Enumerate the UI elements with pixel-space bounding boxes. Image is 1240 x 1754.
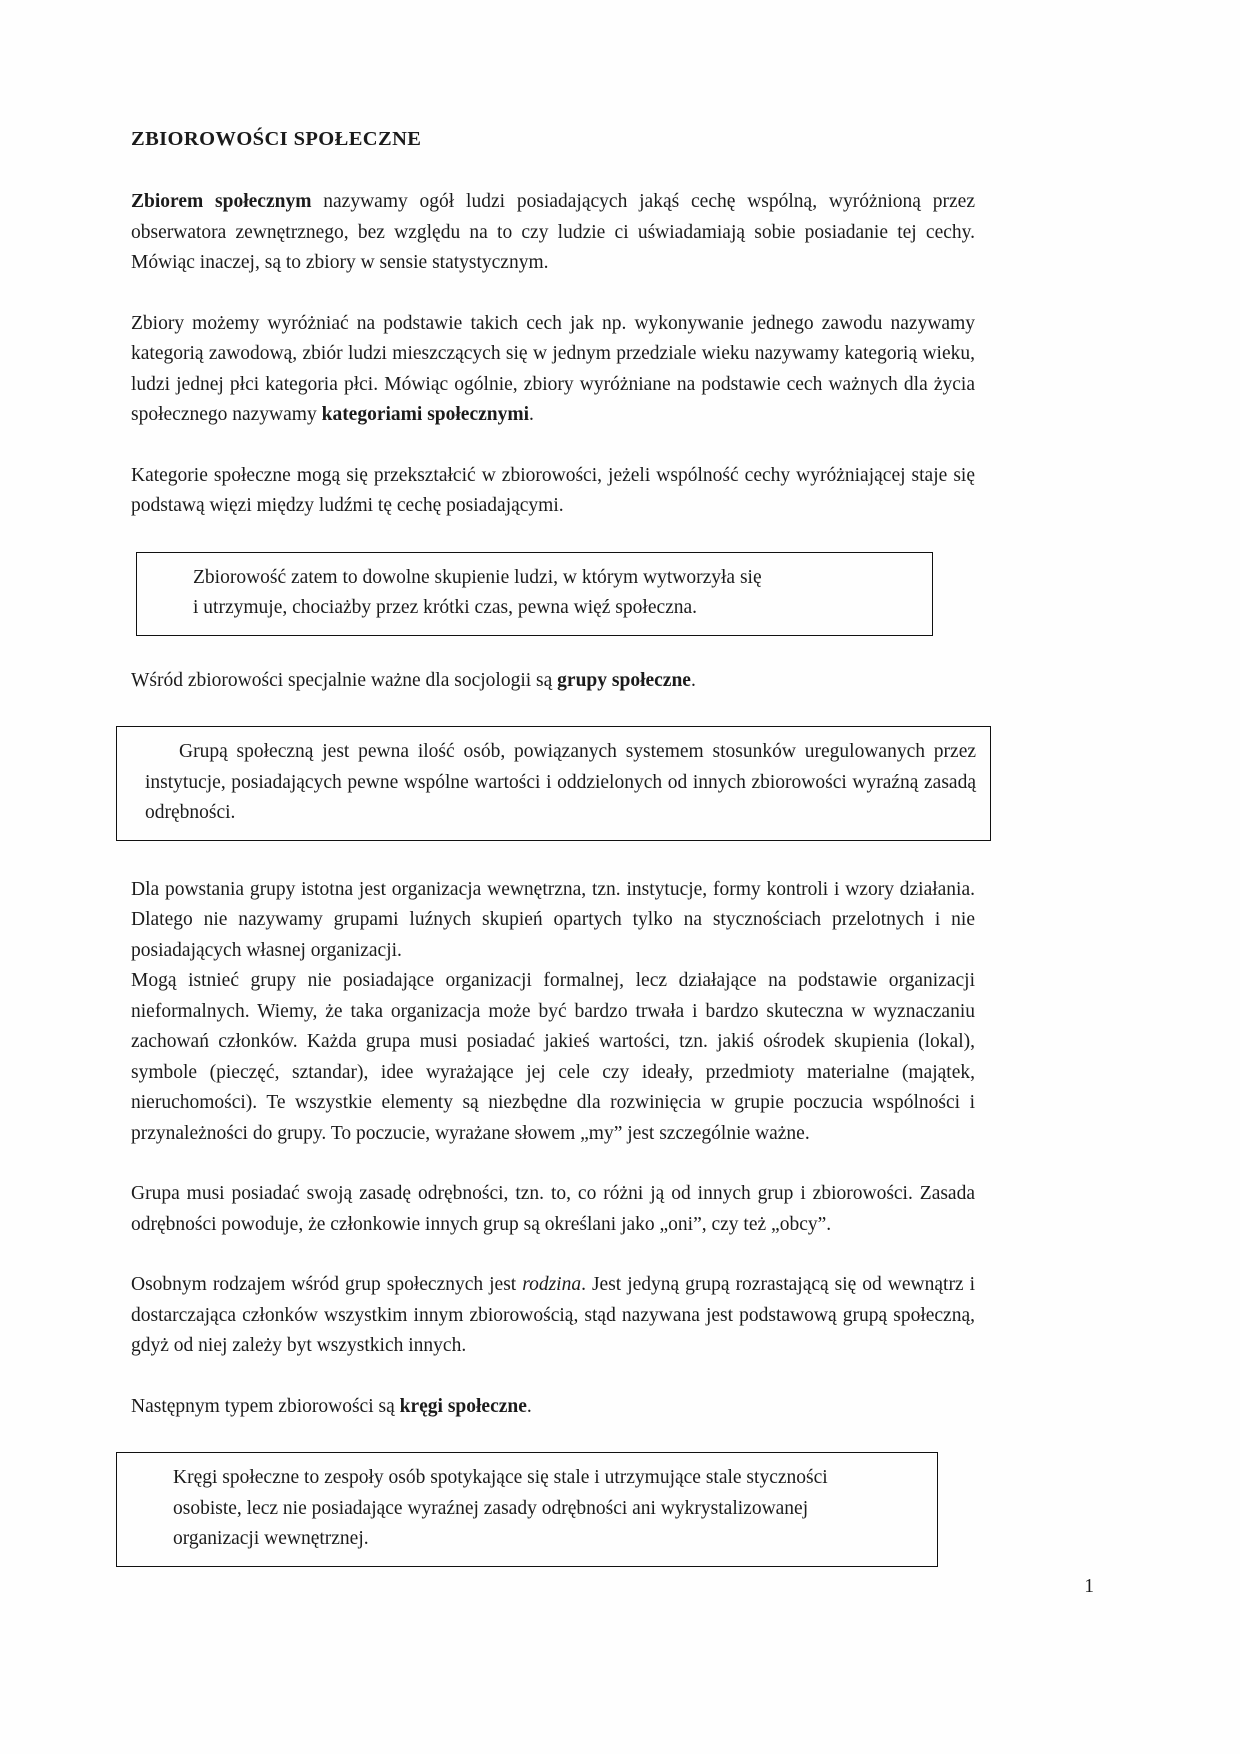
definition-box-grupa-spoleczna [116, 726, 991, 841]
definition-box-1-line-2: i utrzymuje, chociażby przez krótki czas, pewna więź społeczna. [193, 597, 698, 618]
definition-box-3-line-2: osobiste, lecz nie posiadające wyraźnej zasady odrębności ani wykrystalizowanej [173, 1497, 809, 1519]
paragraph-rodzina [131, 1270, 975, 1362]
paragraph-8-text-b: . Jest jedyną grupą rozrastającą się od wewnątrz i dostarczająca członków wszystkim innym zbiorowością, stąd nazywana jest podstawową grupą społeczną, gdyż od niej zależy byt wszystkich innych. [131, 1274, 976, 1356]
paragraph-4-text-b: . [690, 669, 696, 691]
term-kregi-spoleczne: kręgi społeczne [399, 1395, 527, 1417]
paragraph-organizacja-wewnetrzna: Dla powstania grupy istotna jest organizacja wewnętrzna, tzn. instytucje, formy kontroli i wzory działania. Dlatego nie nazywamy grupami luźnych skupień opartych tylko na stycznościach przelotnych i nie posiadających własnej organizacji. [131, 878, 975, 961]
definition-box-3-line-1: Kręgi społeczne to zespoły osób spotykające się stale i utrzymujące stale styczności [173, 1467, 828, 1488]
paragraph-kategorie [131, 309, 975, 431]
paragraph-organizacje-nieformalne: Mogą istnieć grupy nie posiadające organizacji formalnej, lecz działające na podstawie organizacji nieformalnych. Wiemy, że taka organizacja może być bardzo trwała i bardzo skuteczna w wyznaczaniu zachowań członków. Każda grupa musi posiadać jakieś wartości, tzn. jakiś ośrodek skupienia (lokal), symbole (pieczęć, sztandar), idee wyrażające jej cele czy ideały, przedmioty materialne (majątek, nieruchomości). Te wszystkie elementy są niezbędne dla rozwinięcia w grupie poczucia wspólności i przynależności do grupy. To poczucie, wyrażane słowem „my” jest szczególnie ważne. [131, 970, 975, 1144]
document-content [131, 128, 975, 1595]
paragraph-przeksztalcenie: Kategorie społeczne mogą się przekształcić w zbiorowości, jeżeli wspólność cechy wyróżniającej staje się podstawą więzi między ludźmi tę cechę posiadającymi. [131, 464, 975, 516]
term-kategoriami-spolecznymi: kategoriami społecznymi [321, 404, 530, 425]
paragraph-4-text-a: Wśród zbiorowości specjalnie ważne dla socjologii są [131, 669, 558, 691]
term-zbiorem-spolecznym: Zbiorem społecznym [131, 191, 312, 212]
paragraph-definition-zbior [131, 187, 975, 279]
definition-box-2-text: Grupą społeczną jest pewna ilość osób, powiązanych systemem stosunków uregulowanych przez instytucje, posiadających pewne wspólne wartości i oddzielonych od innych zbiorowości wyraźną zasadą odrębności. [145, 741, 976, 823]
paragraph-zasada-odrebnosci: Grupa musi posiadać swoją zasadę odrębności, tzn. to, co różni ją od innych grup i zbiorowości. Zasada odrębności powoduje, że członkowie innych grup są określani jako „oni”, czy też „obcy”. [131, 1183, 975, 1235]
paragraph-8-text-a: Osobnym rodzajem wśród grup społecznych jest [131, 1274, 523, 1295]
paragraph-2-text-a: Zbiory możemy wyróżniać na podstawie takich cech jak np. wykonywanie jednego zawodu nazywamy kategorią zawodową, zbiór ludzi mieszczących się w jednym przedziale wieku nazywamy kategorią wieku, ludzi jednej płci kategoria płci. Mówiąc ogólnie, zbiory wyróżniane na podstawie cech ważnych dla życia społecznego nazywamy [131, 312, 975, 425]
paragraph-kregi-spoleczne-intro [131, 1392, 975, 1423]
page-number: 1 [1084, 1575, 1094, 1597]
paragraph-grupy-spoleczne-intro [131, 666, 975, 697]
paragraph-9-text-b: . [526, 1395, 532, 1417]
definition-box-3-line-3: organizacji wewnętrznej. [173, 1528, 369, 1549]
definition-box-zbiorowosc [136, 552, 933, 636]
term-rodzina: rodzina [522, 1274, 582, 1295]
term-grupy-spoleczne: grupy społeczne [557, 669, 691, 691]
paragraph-9-text-a: Następnym typem zbiorowości są [131, 1395, 400, 1417]
page-title: ZBIOROWOŚCI SPOŁECZNE [131, 128, 422, 150]
paragraph-1-text: nazywamy ogół ludzi posiadających jakąś cechę wspólną, wyróżnioną przez obserwatora zewnętrznego, bez względu na to czy ludzie ci uświadamiają sobie posiadanie tej cechy. Mówiąc inaczej, są to zbiory w sensie statystycznym. [131, 191, 975, 273]
definition-box-kregi-spoleczne [116, 1452, 938, 1567]
paragraph-2-text-b: . [529, 404, 534, 425]
definition-box-1-line-1: Zbiorowość zatem to dowolne skupienie ludzi, w którym wytworzyła się [193, 566, 762, 588]
